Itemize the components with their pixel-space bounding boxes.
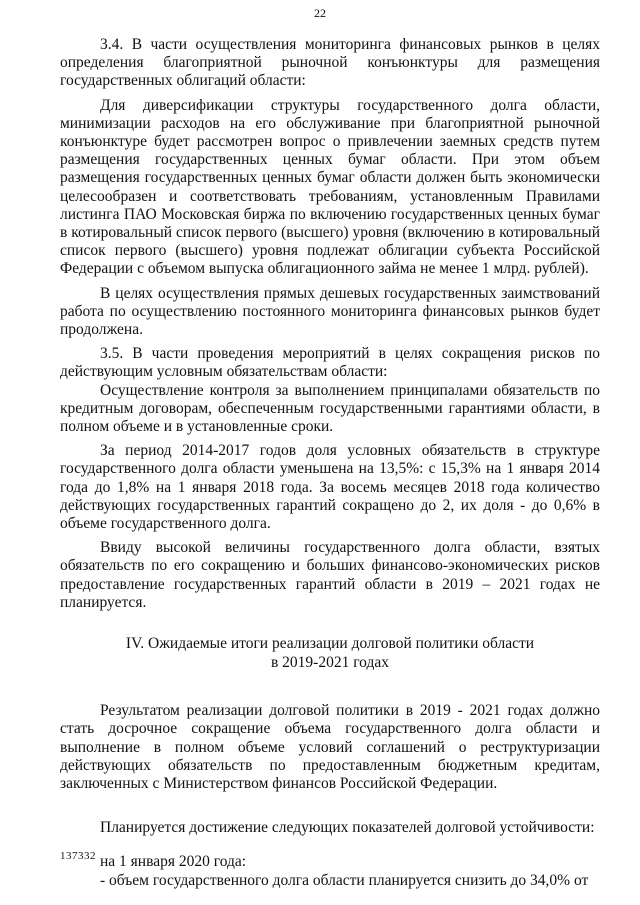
paragraph-date: на 1 января 2020 года: (100, 853, 247, 871)
paragraph-borrowing: В целях осуществления прямых дешевых государственных заимствований работа по осуществлению постоянного мониторинга финансовых рынков будет продолжена. (60, 284, 600, 339)
document-body (60, 36, 600, 890)
paragraph-control: Осуществление контроля за выполнением принципалами обязательств по кредитным договорам, обеспеченным государственными гарантиями области, в полном объеме и в установленные сроки. (60, 381, 600, 436)
paragraph-indicators: Планируется достижение следующих показателей долговой устойчивости: (100, 819, 595, 837)
section-heading (60, 634, 600, 672)
section-heading-line1: IV. Ожидаемые итоги реализации долговой политики области (125, 635, 535, 653)
paragraph-period: За период 2014-2017 годов доля условных обязательств в структуре государственного долга области уменьшена на 13,5%: с 15,3% на 1 января 2014 года до 1,8% на 1 января 2018 года. За восемь месяцев 2018 года количество действующих государственных гарантий сокращено до 2, их доля - до 0,6% в объеме государственного долга. (60, 442, 600, 533)
paragraph-result: Результатом реализации долговой политики в 2019 - 2021 годах должно стать досрочное сокращение объема государственного долга области и выполнение в полном объеме условий соглашений о реструктуризации действующих обязательств по предоставленным бюджетным кредитам, заключенных с Министерством финансов Российской Федерации. (60, 702, 600, 792)
section-heading-line2: в 2019-2021 годах (270, 654, 390, 672)
paragraph-3-4: 3.4. В части осуществления мониторинга финансовых рынков в целях определения благоприятной рыночной конъюнктуры для размещения государственных облигаций области: (60, 36, 600, 90)
paragraph-guarantees: Ввиду высокой величины государственного долга области, взятых обязательств по его сокращению и больших финансово-экономических рисков предоставление государственных гарантий области в 2019 – 2021 годах не планируется. (60, 539, 600, 611)
paragraph-3-5: 3.5. В части проведения мероприятий в целях сокращения рисков по действующим условным обязательствам области: (60, 345, 600, 381)
paragraph-diversification: Для диверсификации структуры государственного долга области, минимизации расходов на его обслуживание при благоприятной рыночной конъюнктуре будет рассмотрен вопрос о привлечении заемных средств путем размещения государственных ценных бумаг области. При этом объем размещения государственных ценных бумаг области должен быть экономически целесообразен и соответствовать требованиям, установленным Правилами листинга ПАО Московская биржа по включению государственных ценных бумаг в котировальный список первого (высшего) уровня (включению в котировальный список первого (высшего) уровня подлежат облигации субъекта Российской Федерации с объемом выпуска облигационного займа не менее 1 млрд. рублей). (60, 96, 600, 278)
document-code: 137332 (60, 850, 96, 862)
page-number: 22 (314, 6, 326, 20)
paragraph-debt-target: - объем государственного долга области планируется снизить до 34,0% от (100, 871, 589, 889)
